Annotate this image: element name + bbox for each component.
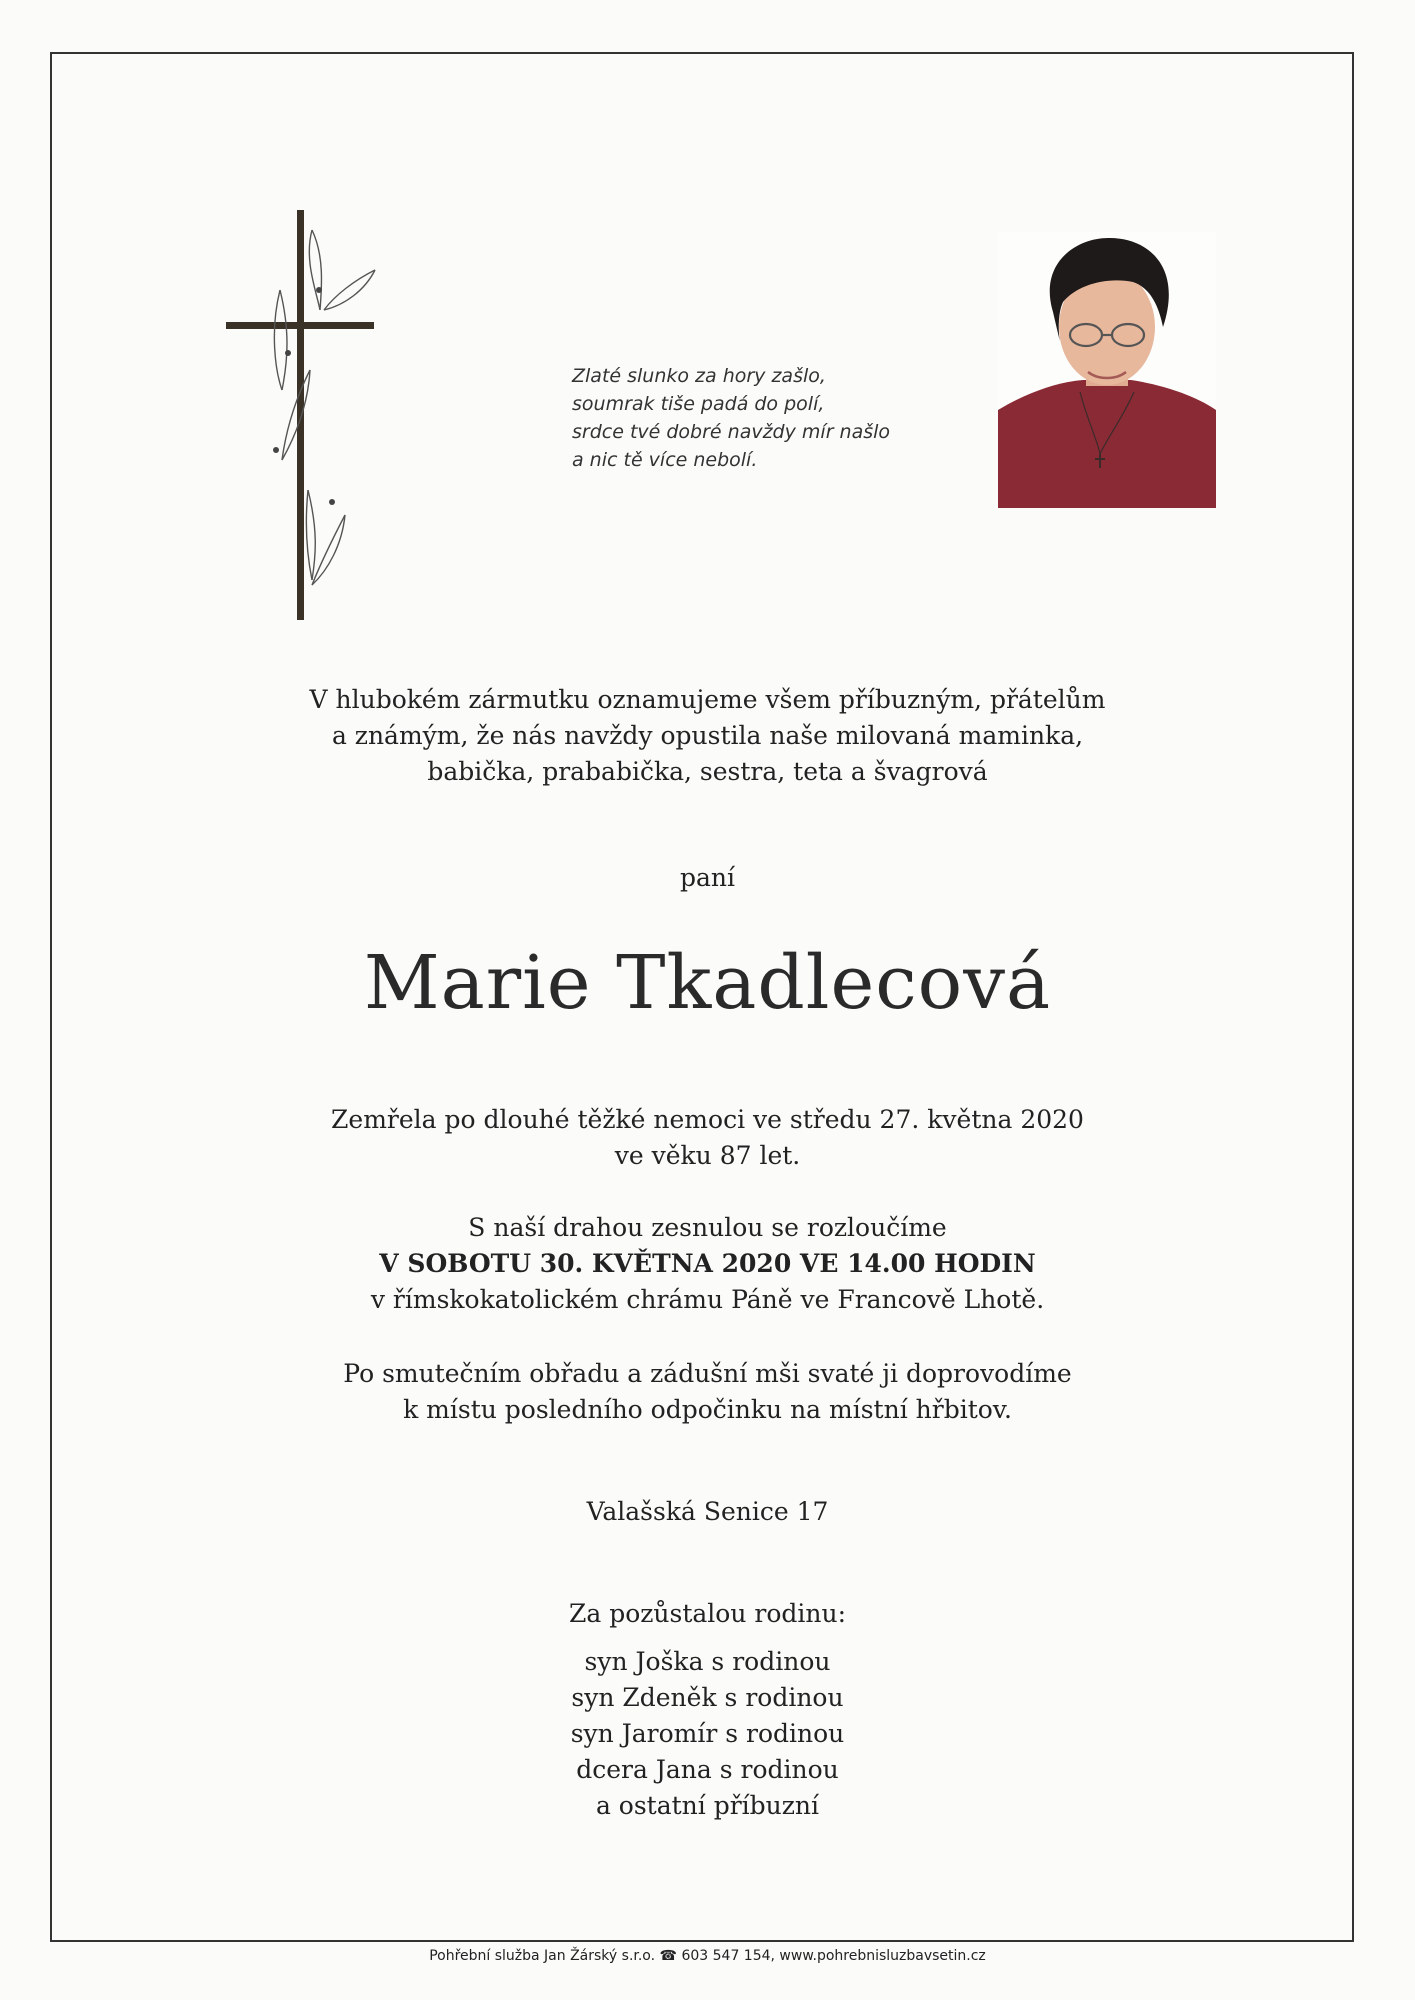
announcement-line: a známým, že nás navždy opustila naše milovaná maminka, [331, 721, 1084, 750]
family-member: a ostatní příbuzní [595, 1791, 820, 1820]
phone-icon: ☎ [659, 1948, 677, 1964]
family-member: syn Joška s rodinou [584, 1647, 831, 1676]
footer-company: Pohřební služba Jan Žárský s.r.o. [429, 1948, 656, 1964]
poem-line: a nic tě více nebolí. [572, 449, 758, 471]
poem-line: srdce tvé dobré navždy mír našlo [572, 421, 891, 443]
burial-info [0, 1356, 1415, 1428]
death-info-line: Zemřela po dlouhé těžké nemoci ve středu 27. května 2020 [331, 1105, 1084, 1134]
footer-website[interactable]: www.pohrebnisluzbavsetin.cz [779, 1948, 986, 1964]
family-member: syn Jaromír s rodinou [570, 1719, 845, 1748]
footer [0, 1948, 1415, 1964]
funeral-place: v římskokatolickém chrámu Páně ve Francově Lhotě. [370, 1285, 1045, 1314]
family-list [0, 1644, 1415, 1824]
poem-line: Zlaté slunko za hory zašlo, [572, 365, 826, 387]
funeral-datetime: V SOBOTU 30. KVĚTNA 2020 VE 14.00 HODIN [379, 1249, 1036, 1278]
portrait-photo [998, 232, 1216, 508]
family-member: syn Zdeněk s rodinou [571, 1683, 844, 1712]
poem [572, 362, 952, 474]
death-info-line: ve věku 87 let. [614, 1141, 801, 1170]
deceased-name: Marie Tkadlecová [363, 940, 1052, 1026]
announcement-line: V hlubokém zármutku oznamujeme všem příbuzným, přátelům [309, 685, 1106, 714]
address: Valašská Senice 17 [586, 1497, 829, 1526]
burial-line: Po smutečním obřadu a zádušní mši svaté ji doprovodíme [343, 1359, 1072, 1388]
salutation: paní [679, 863, 735, 892]
family-heading: Za pozůstalou rodinu: [568, 1599, 847, 1628]
death-info [0, 1102, 1415, 1174]
burial-line: k místu posledního odpočinku na místní hřbitov. [403, 1395, 1012, 1424]
announcement-line: babička, prababička, sestra, teta a švagrová [427, 757, 988, 786]
footer-phone: 603 547 154, [681, 1948, 775, 1964]
poem-line: soumrak tiše padá do polí, [572, 393, 825, 415]
announcement [0, 682, 1415, 790]
cross-icon [220, 210, 380, 620]
funeral-intro: S naší drahou zesnulou se rozloučíme [468, 1213, 947, 1242]
family-member: dcera Jana s rodinou [576, 1755, 839, 1784]
funeral-info [0, 1210, 1415, 1318]
